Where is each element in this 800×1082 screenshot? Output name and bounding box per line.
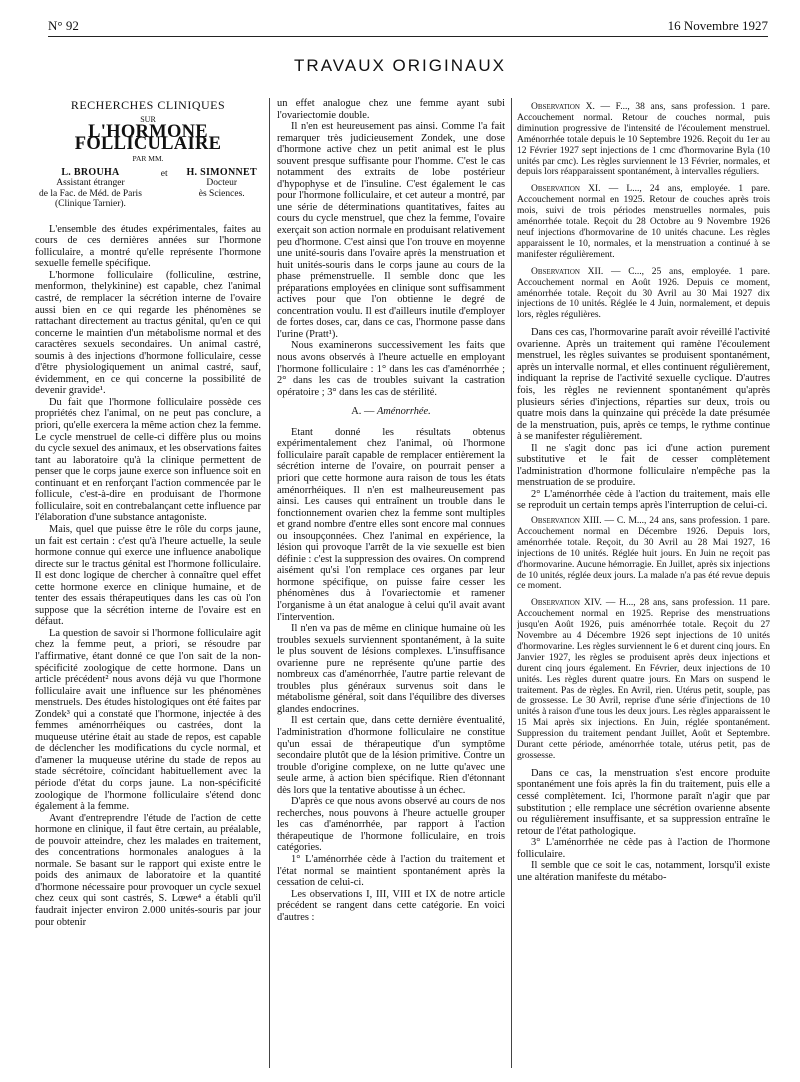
paragraph: Il n'en est heureusement pas ainsi. Comme l'a fait remarquer très judicieusement Zondek, une dose d'hormone active chez un petit animal est le plus souvent presque suffisante pour l'homme. C'est le cas notamment des extraits de lobe postérieur d'hypophyse et de l'insuline. C'est également le cas pour l'hormone folliculaire, et cet auteur a montré, par une série de déterminations quantitatives, faites au cours du cycle menstruel, que chez la femme, l'ovaire exerçait son action normale en produisant relativement peu d'hormone. C'est ainsi que l'on trouve en moyenne une unité-souris dans l'ovaire après la menstruation et huit unités-souris dans le corps jaune au cours de la phase prémenstruelle. Il semble donc que les préparations employées en clinique sont suffisamment actives pour que l'on obtienne le degré de concentration voulu. Il est d'ailleurs inutile d'employer de fortes doses, car, dans ce cas, l'hormone passe dans l'urine (Pratt¹).: [277, 121, 505, 340]
paragraph: un effet analogue chez une femme ayant subi l'ovariectomie double.: [277, 98, 505, 121]
paragraph: Dans ces cas, l'hormovarine paraît avoir réveillé l'activité ovarienne. Après un traitement qui ramène l'écoulement menstruel, les règles suivantes se produisent spontanément, après un intervalle normal, et elles continuent régulièrement, indiquant la reprise de l'activité sexuelle cyclique. D'autres fois, les règles ne reviennent spontanément qu'après plusieurs séries d'injections, réparties sur deux, trois ou quatre mois dans la quinzaine qui précède la date présumée de la menstruation, puis, après ce temps, le rythme continue à se manifester régulièrement.: [517, 327, 770, 443]
authors: [39, 168, 257, 210]
author-conjunction: et: [160, 168, 168, 179]
issue-date: 16 Novembre 1927: [667, 18, 768, 33]
paragraph: Du fait que l'hormone folliculaire possède ces propriétés chez l'animal, on ne peut pas conclure, a priori, qu'elle exercera la même action chez la femme. Le cycle menstruel de celle-ci diffère plus ou moins du cycle sexuel des animaux, et les observations faites tant au laboratoire qu'à la clinique permettent de penser que le corps jaune exerce son influence soit en continuant et en renforçant l'action commencée par le follicule, c'est-à-dire en produisant de l'hormone folliculaire, soit en contrebalançant cette influence par l'élaboration d'une substance antagoniste.: [35, 396, 261, 524]
column-divider: [511, 98, 512, 1068]
article-sur: SUR: [140, 114, 156, 124]
author-simonnet: H. SIMONNET Docteur ès Sciences.: [186, 166, 257, 199]
observation-xiii: Observation XIII. — C. M..., 24 ans, sans profession. 1 pare. Accouchement normal en Décembre 1926. Depuis lors, aménorrhée totale. Reçoit, du 30 Avril au 28 Mai 1927, 16 injections de 10 unités. Réglée huit jours. En Juin ne reçoit pas d'hormovarine. Aucune hémorragie. En Juillet, après six injections de 10 unités, réglée deux jours. La malade n'a pas été revue depuis ce moment.: [517, 515, 770, 592]
article-par: PAR MM.: [132, 154, 164, 164]
column-3: [517, 98, 770, 1078]
paragraph: Il est certain que, dans cette dernière éventualité, l'administration d'hormone folliculaire ne constitue qu'un essai de thérapeutique d'un symptôme secondaire plutôt que de la lésion primitive. Contre un trouble d'origine complexe, on ne lutte qu'avec une seule arme, à action bien spécifique. Rien d'étonnant dès lors que la tentative aboutisse à un échec.: [277, 715, 505, 796]
column-1: [35, 98, 261, 1078]
observation-xi: Observation XI. — L..., 24 ans, employée. 1 pare. Accouchement normal en 1925. Retour de couches après trois mois, suivi de trois périodes menstruelles normales, puis aménorrhée totale. Reçoit du 28 Octobre au 9 Novembre 1926 neuf injections d'hormovarine de 10 unités chacune. Les règles apparaissent le 10, normales, et la menstruation a continué à se manifester régulièrement.: [517, 184, 770, 260]
paragraph: 1° L'aménorrhée cède à l'action du traitement et l'état normal se maintient spontanément après la cessation de celui-ci.: [277, 854, 505, 889]
subsection-heading: A. — Aménorrhée.: [351, 406, 431, 418]
header-rule: [48, 36, 768, 37]
paragraph: 2° L'aménorrhée cède à l'action du traitement, mais elle se reproduit un certain temps après l'interruption de celui-ci.: [517, 488, 770, 512]
issue-number: N° 92: [48, 18, 79, 33]
paragraph: Avant d'entreprendre l'étude de l'action de cette hormone en clinique, il faut être certain, au préalable, de pouvoir atteindre, chez les malades en traitement, des concentrations hormonales analogues à la normale. Se basant sur le rapport qui existe entre le poids des animaux de laboratoire et la quantité d'hormone nécessaire pour provoquer un cycle sexuel chez ceux qui sont castrés, S. Lœwe⁴ a établi qu'il faudrait injecter environ 2.000 unités-souris par jour pour obtenir: [35, 812, 261, 928]
running-header: [48, 18, 768, 34]
observation-xii: Observation XII. — C..., 25 ans, employée. 1 pare. Accouchement normal en Août 1926. Depuis ce moment, aménorrhée totale. Reçoit du 30 Avril au 30 Mai 1927 dix injections de 10 unités. Réglée le 4 Juin, normalement, et depuis lors, règles régulières.: [517, 266, 770, 321]
observation-x: Observation X. — F..., 38 ans, sans profession. 1 pare. Accouchement normal. Retour de couches normal, puis diminution progressive de l'intensité de l'écoulement menstruel. Aménorrhée totale depuis le 10 Septembre 1926. Reçoit du 1er au 12 Février 1927 sept injections de 1 cmc d'hormovarine Byla (10 unités par cmc). Les règles surviennent le 13 Février, normales, et depuis lors réapparaissent spontanément, à intervalles réguliers.: [517, 102, 770, 178]
paragraph: Nous examinerons successivement les faits que nous avons observés à l'heure actuelle en employant l'hormone folliculaire : 1° dans les cas d'aménorrhée ; 2° dans les cas de troubles suivant la castration opératoire ; 3° dans les cas de stérilité.: [277, 340, 505, 398]
paragraph: Dans ce cas, la menstruation s'est encore produite spontanément une fois après la fin du traitement, puis elle a cessé complètement. Ici, l'hormone paraît n'agir que par substitution ; elle remplace une sécrétion ovarienne absente ou régulièrement insuffisante, et sa suppression entraîne le retour de l'état pathologique.: [517, 767, 770, 837]
paragraph: Mais, quel que puisse être le rôle du corps jaune, un fait est certain : c'est qu'à l'heure actuelle, la seule hormone connue qui exerce une influence anabolique directe sur le tractus génital est l'hormone folliculaire. Il est donc logique de chercher à connaître quel effet cette hormone exerce en clinique humaine, et de tenter des essais thérapeutiques dans les cas où l'on suppose que la sécrétion interne de l'ovaire est en défaut.: [35, 523, 261, 628]
article-title: L'HORMONE FOLLICULAIRE: [74, 122, 222, 154]
paragraph: L'hormone folliculaire (folliculine, œstrine, menformon, thelykinine) est capable, chez l'animal castré, de remplacer la sécrétion interne de l'ovaire aussi bien en ce qui regarde les phénomènes se rattachant directement au tractus génital, qu'en ce qui concerne le maintien d'un métabolisme normal et des caractères sexuels secondaires. Un animal castré, soumis à des injections d'hormone folliculaire, cesse d'être physiologiquement un animal castré, sauf, évidemment, en ce qui concerne la possibilité de devenir gravide¹.: [35, 269, 261, 397]
observation-xiv: Observation XIV. — H..., 28 ans, sans profession. 11 pare. Accouchement normal en 1925. Reprise des menstruations jusqu'en Août 1926, puis aménorrhée totale. Reçoit du 27 Novembre au 4 Décembre 1926 sept injections de 10 unités d'hormovarine. Les règles surviennent le 6 et durent cinq jours. En Janvier 1927, les règles se produisent après deux injections et durent cinq jours également. En Février, deux injections de 10 unités. Les règles durent quatre jours. En Mars on suspend le traitement. Pas de règles. En Avril, rien. Utérus petit, souple, pas de grossesse. Le 30 Avril, reprise d'une série d'injections de 10 unités à raison d'une tous les deux jours. Les règles apparaissent le 15 Mai après six injections. En Juin, réglée spontanément. Suppression du traitement pendant Juillet, Août et Septembre. Durant cette période, aménorrhée totale, utérus petit, pas de grossesse.: [517, 598, 770, 761]
paragraph: L'ensemble des études expérimentales, faites au cours de ces dernières années sur l'hormone folliculaire, a montré qu'elle représente l'hormone sexuelle femelle spécifique.: [35, 223, 261, 270]
section-title: TRAVAUX ORIGINAUX: [294, 56, 506, 75]
author-brouha: L. BROUHA Assistant étranger de la Fac. de Méd. de Paris (Clinique Tarnier).: [39, 166, 142, 210]
paragraph: 3° L'aménorrhée ne cède pas à l'action de l'hormone folliculaire.: [517, 837, 770, 860]
column-2: [277, 98, 505, 1078]
paragraph: Les observations I, III, VIII et IX de notre article précédent se rangent dans cette catégorie. En voici d'autres :: [277, 888, 505, 923]
column-divider: [269, 98, 270, 1068]
paragraph: Il ne s'agit donc pas ici d'une action purement substitutive et le fait de cesser complètement l'administration d'hormone folliculaire n'empêche pas la menstruation de se produire.: [517, 442, 770, 489]
paragraph: Etant donné les résultats obtenus expérimentalement chez l'animal, où l'hormone folliculaire paraît capable de remplacer entièrement la sécrétion interne de l'ovaire, on pourrait penser a priori que cette hormone aura raison de tous les états aménorrhéiques. Il n'en est malheureusement pas ainsi. Les causes qui entraînent un trouble dans le fonctionnement ovarien chez la femme sont multiples et grand nombre d'entre elles sont encore mal connues ou insoupçonnées. Chez l'animal en expérience, la lésion qui provoque l'arrêt de la vie sexuelle est bien définie : c'est la suppression des ovaires. On comprend aisément qu'si l'on remplace ces organes par leur hormone spécifique, on puisse faire cesser les phénomènes dus à l'ovariectomie et ramener l'organisme à un état analogue à celui qu'il avait avant l'intervention.: [277, 426, 505, 623]
article-heading: [35, 100, 261, 165]
paragraph: La question de savoir si l'hormone folliculaire agit chez la femme peut, a priori, se résoudre par l'affirmative, étant donné ce que l'on sait de la non-spécificité zoologique de cette hormone. Dans un article précédent² nous avons déjà vu que l'hormone folliculaire avait une influence sur les phénomènes menstruels. Des études histologiques ont été faites par Zondek³ qui a constaté que l'hormone, injectée à des femmes aménorrhéiques ou castrées, dont la muqueuse utérine était au stade de repos, est capable de déclencher les modifications du cycle normal, et d'amener la muqueuse utérine du stade de repos au stade sécrétoire, coïncidant habituellement avec la période d'état du corps jaune. La non-spécificité zoologique de l'hormone folliculaire s'étend donc également à la femme.: [35, 627, 261, 813]
paragraph: Il semble que ce soit le cas, notamment, lorsqu'il existe une altération manifeste du métabo-: [517, 860, 770, 883]
article-kicker: RECHERCHES CLINIQUES: [70, 98, 226, 112]
paragraph: D'après ce que nous avons observé au cours de nos recherches, nous pouvons à l'heure actuelle grouper les cas d'aménorrhée, par rapport à l'action thérapeutique de l'hormone folliculaire, en trois catégories.: [277, 796, 505, 854]
paragraph: Il n'en va pas de même en clinique humaine où les troubles sexuels surviennent spontanément, à la suite le plus souvent de lésions complexes. L'insuffisance ovarienne pure ne représente qu'une partie des nombreux cas d'aménorrhée, l'autre partie relevant de troubles plus généraux survenus soit dans le métabolisme général, soit dans l'équilibre des diverses glandes endocrines.: [277, 623, 505, 715]
